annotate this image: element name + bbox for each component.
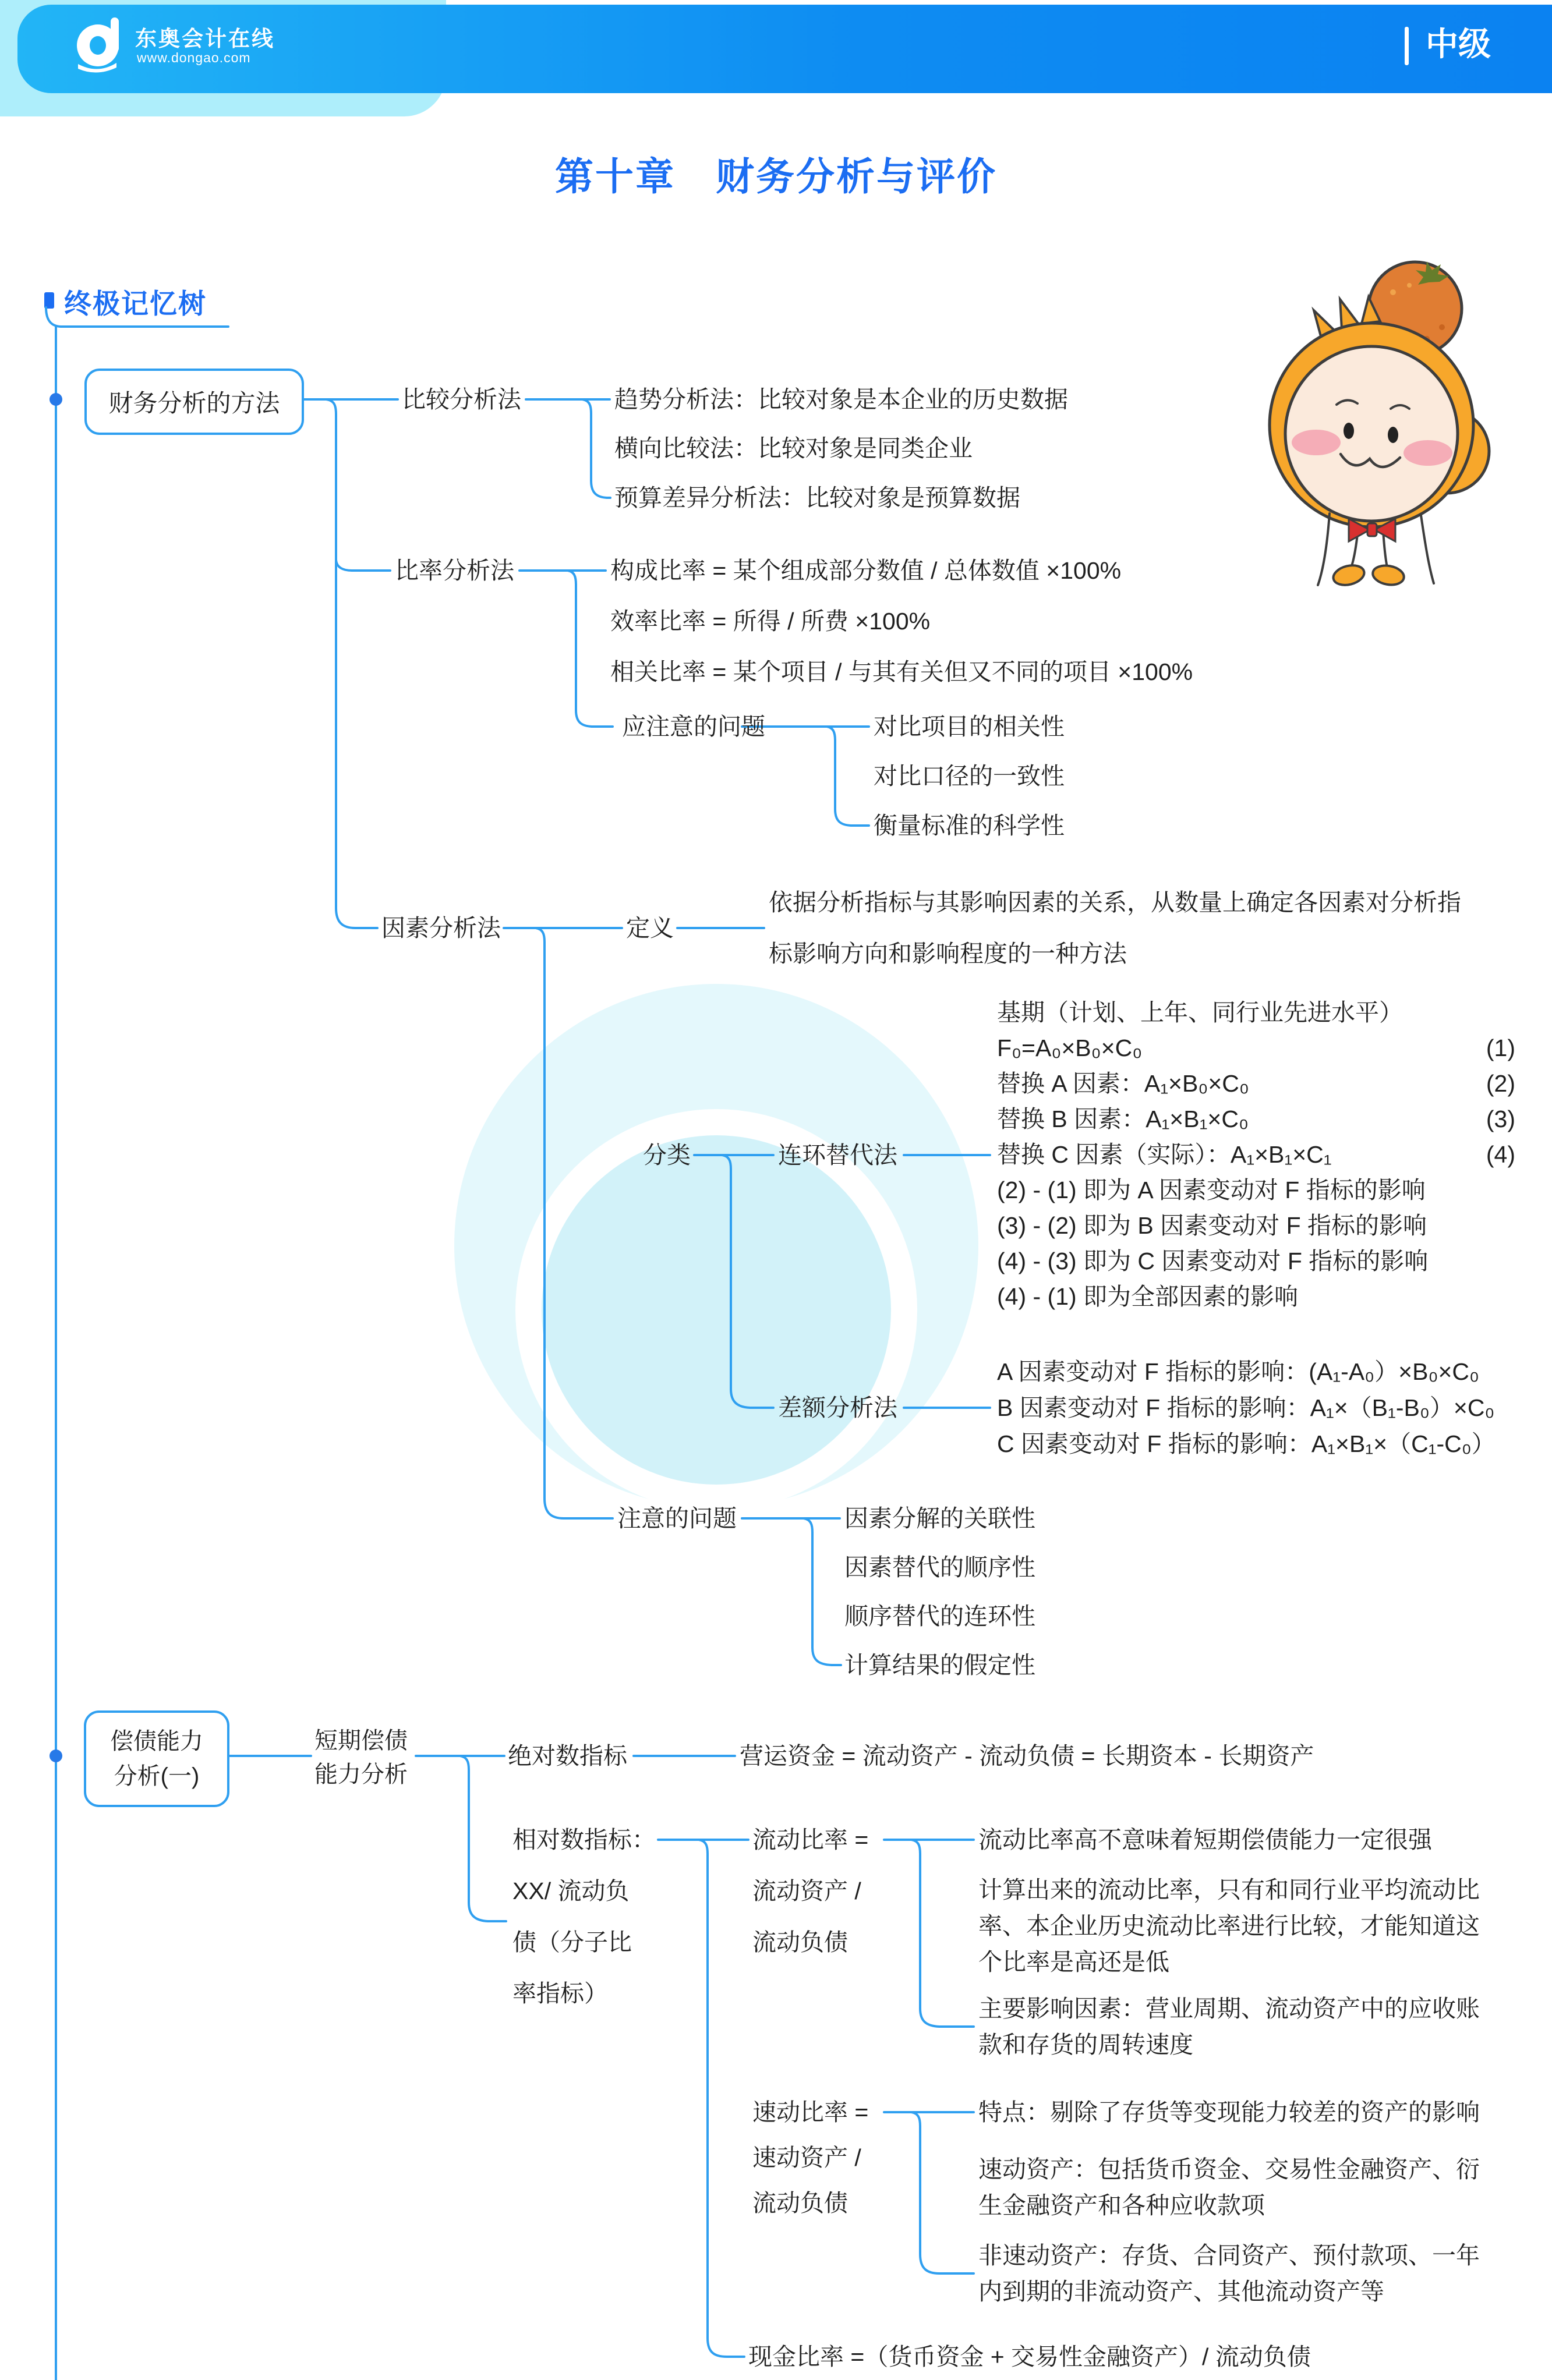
leaf-current-ratio-point2: 计算出来的流动比率，只有和同行业平均流动比 率、本企业历史流动比率进行比较，才能知道这 个比率是高还是低 — [978, 1876, 1480, 1975]
section-label: 终极记忆树 — [64, 288, 207, 319]
leaf-note-order: 因素替代的顺序性 — [844, 1554, 1035, 1581]
node-comparison[interactable]: 比较分析法 — [402, 386, 521, 413]
leaf-quick-ratio-point2: 速动资产：包括货币资金、交易性金融资产、衍 生金融资产和各种应收款项 — [978, 2156, 1480, 2219]
leaf-comparison-budget: 预算差异分析法：比较对象是预算数据 — [614, 484, 1020, 511]
node-current-ratio[interactable]: 流动比率 = 流动资产 / 流动负债 — [752, 1826, 869, 1956]
node-factor-classification[interactable]: 分类 — [643, 1142, 691, 1168]
leaf-quick-ratio-point3: 非速动资产：存货、合同资产、预付款项、一年 内到期的非流动资产、其他流动资产等 — [978, 2242, 1480, 2305]
brand-name: 东奥会计在线 — [135, 27, 275, 51]
node-ratio[interactable]: 比率分析法 — [395, 557, 514, 584]
node-solvency-root-line2: 分析(一) — [114, 1763, 200, 1789]
brand-url: www.dongao.com — [137, 50, 251, 65]
leaf-quick-ratio-point1: 特点：剔除了存货等变现能力较差的资产的影响 — [978, 2099, 1480, 2126]
difference-analysis-block: A 因素变动对 F 指标的影响：(A₁-A₀）×B₀×C₀ B 因素变动对 F 指标的影响：A₁×（B₁-B₀）×C₀ C 因素变动对 F 指标的影响：A₁×B₁×（C₁-C₀） — [997, 1358, 1496, 1457]
node-methods-root-label: 财务分析的方法 — [108, 389, 280, 417]
node-ratio-issues[interactable]: 应注意的问题 — [622, 713, 765, 740]
leaf-factor-definition-text: 依据分析指标与其影响因素的关系，从数量上确定各因素对分析指 标影响方向和影响程度的一种方法 — [769, 889, 1461, 967]
node-relative-indicator[interactable]: 相对数指标： XX/ 流动负 债（分子比 率指标） — [512, 1826, 656, 2007]
leaf-working-capital-formula: 营运资金 = 流动资产 - 流动负债 = 长期资本 - 长期资产 — [740, 1742, 1314, 1769]
node-methods-root[interactable] — [84, 369, 304, 435]
leaf-current-ratio-point3: 主要影响因素：营业周期、流动资产中的应收账 款和存货的周转速度 — [978, 1995, 1480, 2058]
node-chain-substitution[interactable]: 连环替代法 — [778, 1142, 897, 1168]
page-title: 第十章 财务分析与评价 — [555, 155, 997, 198]
leaf-comparison-horizontal: 横向比较法：比较对象是同类企业 — [614, 435, 973, 462]
leaf-ratio-composition: 构成比率 = 某个组成部分数值 / 总体数值 ×100% — [610, 557, 1122, 584]
leaf-comparison-trend: 趋势分析法：比较对象是本企业的历史数据 — [614, 386, 1068, 413]
node-quick-ratio[interactable]: 速动比率 = 速动资产 / 流动负债 — [752, 2099, 869, 2216]
leaf-issue-consistency: 对比口径的一致性 — [874, 763, 1065, 789]
leaf-cash-ratio-formula: 现金比率 =（货币资金 + 交易性金融资产）/ 流动负债 — [748, 2343, 1311, 2370]
node-factor-notes[interactable]: 注意的问题 — [617, 1505, 737, 1532]
node-difference-analysis[interactable]: 差额分析法 — [778, 1394, 897, 1421]
mascot-illustration — [1235, 250, 1514, 588]
node-solvency-root-line1: 偿债能力 — [110, 1729, 203, 1754]
node-absolute-indicator[interactable]: 绝对数指标 — [508, 1742, 627, 1769]
leaf-note-association: 因素分解的关联性 — [844, 1505, 1035, 1532]
leaf-note-assumption: 计算结果的假定性 — [844, 1652, 1035, 1678]
leaf-issue-relevance: 对比项目的相关性 — [874, 713, 1065, 740]
node-factor-definition[interactable]: 定义 — [626, 915, 674, 941]
leaf-issue-scientific: 衡量标准的科学性 — [874, 812, 1065, 839]
leaf-ratio-related: 相关比率 = 某个项目 / 与其有关但又不同的项目 ×100% — [610, 658, 1193, 685]
node-solvency-root[interactable] — [84, 1710, 229, 1807]
level-badge: 中级 — [1426, 26, 1491, 62]
node-short-term[interactable]: 短期偿债 能力分析 — [314, 1728, 408, 1787]
chain-substitution-block: 基期（计划、上年、同行业先进水平） F₀=A₀×B₀×C₀ (1) 替换 A 因素：A₁×B₀×C₀ (2) 替换 B 因素：A₁×B₁×C₀ (3) 替换 C 因素（实际）：A₁×B₁×C₁ (4) (2) - (1) 即为 A 因素变动对 F 指标的影响 (3) - (2) 即为 B 因素变动对 F 指标的影响 (4) - (3) 即为 C 因素变动对 F 指标的影响 (4) - (1) 即为全部因素的影响 — [997, 999, 1515, 1310]
leaf-ratio-efficiency: 效率比率 = 所得 / 所费 ×100% — [610, 608, 931, 635]
node-factor[interactable]: 因素分析法 — [381, 915, 501, 941]
leaf-note-chaining: 顺序替代的连环性 — [844, 1603, 1035, 1630]
leaf-current-ratio-point1: 流动比率高不意味着短期偿债能力一定很强 — [978, 1826, 1432, 1853]
